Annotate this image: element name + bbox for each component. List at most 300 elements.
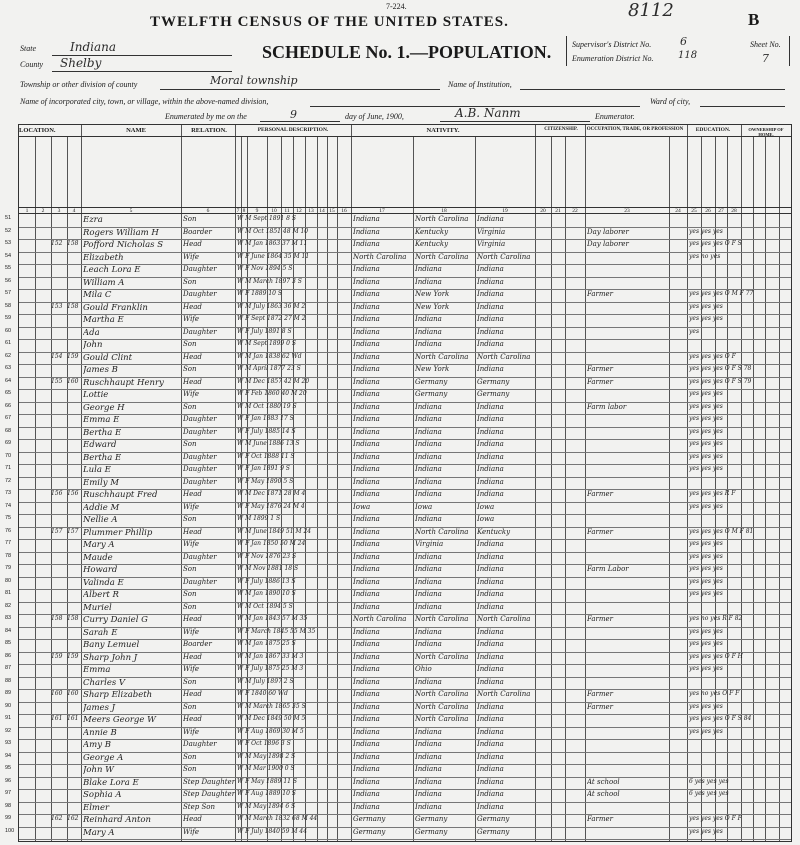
mother-birthplace: Indiana: [477, 340, 504, 348]
table-row: [5, 214, 791, 227]
birthplace: Indiana: [353, 627, 380, 636]
education-ownership: yes yes yes: [689, 315, 723, 322]
personal-description: W F Jan 1850 50 M 24: [237, 540, 306, 547]
relation: Son: [183, 677, 197, 686]
table-row: [5, 352, 791, 365]
person-name: Maude: [83, 552, 113, 563]
father-birthplace: Germany: [415, 377, 448, 386]
row-number: 95: [5, 765, 12, 771]
column-number: 16: [341, 208, 347, 214]
table-row: [5, 664, 791, 677]
row-number: 76: [5, 527, 12, 534]
family-number: 158: [67, 615, 79, 622]
birthplace: Indiana: [353, 440, 380, 448]
relation: Son: [183, 402, 197, 411]
personal-description: W F Jan 1883 17 S: [237, 415, 294, 422]
mother-birthplace: Indiana: [477, 677, 504, 686]
education-ownership: yes yes yes R F: [689, 490, 736, 497]
table-row: [5, 377, 791, 390]
personal-description: W F Oct 1896 3 S: [237, 740, 291, 747]
column-number: 13: [308, 208, 314, 214]
table-row: [5, 814, 791, 827]
education-ownership: yes no yes: [689, 252, 721, 260]
dwelling-number: 157: [51, 527, 63, 535]
person-name: John W: [83, 765, 114, 775]
father-birthplace: North Carolina: [415, 702, 469, 711]
mother-birthplace: Indiana: [477, 327, 504, 336]
row-number: 53: [5, 240, 12, 246]
mother-birthplace: Indiana: [477, 415, 504, 423]
dwelling-number: 156: [51, 490, 63, 497]
table-row: [5, 652, 791, 665]
family-number: 159: [67, 352, 79, 360]
occupation: Farm labor: [587, 402, 627, 411]
birthplace: North Carolina: [353, 252, 407, 261]
county-label: County: [20, 60, 44, 69]
education-ownership: yes yes yes: [689, 440, 723, 447]
personal-description: W M Dec 1871 28 M 4: [237, 490, 306, 497]
relation: Step Daughter: [183, 777, 235, 786]
relation: Step Son: [183, 802, 215, 811]
education-ownership: yes yes yes: [689, 627, 723, 635]
row-number: 64: [5, 377, 12, 384]
enumerated-label: Enumerated by me on the: [165, 112, 247, 121]
father-birthplace: New York: [415, 290, 450, 298]
person-name: Valinda E: [83, 577, 124, 588]
table-row: [5, 439, 791, 452]
person-name: James J: [83, 702, 116, 713]
table-row: [5, 527, 791, 540]
personal-description: W M Jan 1863 37 M 11: [237, 240, 308, 247]
personal-description: W F Jan 1891 9 S: [237, 465, 290, 472]
person-name: Annie B: [83, 727, 117, 738]
education-heading: EDUCATION.: [695, 127, 731, 133]
relation: Daughter: [183, 477, 217, 486]
table-row: [5, 827, 791, 840]
relation: Son: [183, 765, 197, 773]
column-number: 18: [441, 208, 447, 214]
mother-birthplace: Indiana: [477, 727, 504, 736]
personal-description: W M June 1849 51 M 24: [237, 527, 312, 535]
person-name: Edward: [83, 440, 117, 450]
mother-birthplace: Iowa: [477, 502, 495, 511]
personal-description: W M Dec 1849 50 M 5: [237, 715, 306, 722]
occupation: Farmer: [587, 702, 614, 711]
education-ownership: yes yes yes: [689, 640, 723, 647]
column-number: 28: [731, 208, 737, 214]
relation: Wife: [183, 827, 200, 836]
mother-birthplace: Indiana: [477, 277, 504, 286]
person-name: Ruschhaupt Henry: [83, 377, 164, 388]
table-row: [5, 552, 791, 565]
father-birthplace: Germany: [415, 390, 448, 398]
table-row: [5, 789, 791, 802]
column-number: 11: [284, 208, 290, 214]
birthplace: Indiana: [353, 215, 380, 223]
mother-birthplace: Indiana: [477, 452, 504, 461]
column-number: 27: [718, 208, 724, 214]
person-name: Meers George W: [83, 715, 156, 725]
father-birthplace: Indiana: [415, 727, 442, 736]
mother-birthplace: Indiana: [477, 777, 504, 786]
mother-birthplace: Indiana: [477, 740, 504, 748]
person-name: Howard: [83, 565, 118, 575]
person-name: Bertha E: [83, 452, 122, 463]
mother-birthplace: Germany: [477, 377, 510, 386]
table-row: [5, 277, 791, 290]
relation: Wife: [183, 502, 200, 511]
column-number: 21: [555, 208, 561, 214]
occupation: Farmer: [587, 815, 614, 823]
relation: Son: [183, 365, 197, 373]
father-birthplace: Indiana: [415, 765, 442, 773]
relation: Daughter: [183, 415, 217, 423]
mother-birthplace: Indiana: [477, 652, 504, 661]
birthplace: Indiana: [353, 552, 380, 561]
birthplace: Indiana: [353, 377, 380, 386]
citizenship-heading: CITIZENSHIP.: [544, 127, 578, 132]
person-name: Amy B: [83, 740, 111, 750]
education-ownership: yes yes yes: [689, 702, 723, 710]
row-number: 63: [5, 365, 12, 371]
person-name: Pofford Nicholas S: [83, 240, 164, 250]
row-number: 62: [5, 352, 12, 359]
personal-description: W F March 1845 55 M 35: [237, 627, 316, 635]
enumerator-label: Enumerator.: [595, 112, 635, 121]
table-row: [5, 639, 791, 652]
father-birthplace: Indiana: [415, 777, 442, 786]
column-number: 3: [57, 208, 61, 214]
row-number: 94: [5, 752, 12, 759]
birthplace: North Carolina: [353, 615, 407, 623]
father-birthplace: Virginia: [415, 540, 444, 548]
family-number: 158: [67, 302, 79, 310]
education-ownership: 6 yes yes yes: [689, 777, 729, 785]
occupation: At school: [587, 790, 620, 798]
education-ownership: yes yes yes: [689, 402, 723, 410]
personal-description: W M Nov 1881 18 S: [237, 565, 299, 572]
row-number: 77: [5, 540, 12, 546]
person-name: Ezra: [83, 215, 103, 225]
relation: Daughter: [183, 452, 217, 461]
row-number: 85: [5, 640, 12, 646]
row-number: 66: [5, 402, 12, 409]
person-name: Bertha E: [83, 427, 122, 438]
occupation: Farmer: [587, 377, 614, 386]
location-heading: LOCATION.: [19, 127, 56, 134]
father-birthplace: Indiana: [415, 627, 442, 636]
birthplace: Indiana: [353, 740, 380, 748]
person-name: Ada: [83, 327, 100, 338]
enumerated-date-label: day of June, 1900,: [345, 112, 404, 121]
father-birthplace: Indiana: [415, 602, 442, 611]
incorporated-label: Name of incorporated city, town, or village, within the above-named division,: [20, 97, 269, 106]
column-number: 19: [502, 208, 508, 214]
father-birthplace: Indiana: [415, 427, 442, 436]
relation: Son: [183, 440, 197, 448]
person-name: Emily M: [83, 477, 119, 488]
mother-birthplace: Indiana: [477, 315, 504, 323]
mother-birthplace: Indiana: [477, 215, 504, 223]
relation: Son: [183, 215, 197, 223]
education-ownership: yes yes yes O F S: [689, 240, 742, 247]
birthplace: Indiana: [353, 515, 380, 523]
relation: Daughter: [183, 327, 217, 336]
father-birthplace: Kentucky: [415, 227, 449, 236]
table-row: [5, 802, 791, 815]
personal-description: W M Jan 1890 10 S: [237, 590, 296, 597]
personal-description: W F July 1886 13 S: [237, 577, 296, 585]
table-row: [5, 539, 791, 552]
father-birthplace: Germany: [415, 815, 448, 823]
birthplace: Indiana: [353, 590, 380, 598]
father-birthplace: Indiana: [415, 565, 442, 573]
birthplace: Indiana: [353, 777, 380, 786]
relation: Wife: [183, 315, 200, 323]
row-number: 99: [5, 815, 12, 821]
relation: Step Daughter: [183, 790, 235, 798]
occupation: At school: [587, 777, 620, 786]
birthplace: Germany: [353, 827, 386, 836]
education-ownership: yes yes yes: [689, 727, 723, 735]
mother-birthplace: Indiana: [477, 302, 504, 311]
table-row: [5, 764, 791, 777]
person-name: Addie M: [83, 502, 120, 513]
mother-birthplace: North Carolina: [477, 615, 531, 623]
relation: Wife: [183, 252, 200, 261]
row-number: 61: [5, 340, 12, 346]
education-ownership: yes yes yes: [689, 415, 723, 422]
relation: Wife: [183, 665, 200, 673]
column-number: 9: [255, 208, 259, 214]
dwelling-number: 152: [51, 240, 63, 247]
father-birthplace: North Carolina: [415, 527, 469, 536]
table-row: [5, 477, 791, 490]
birthplace: Indiana: [353, 677, 380, 686]
personal-description: W M Mar 1900 0 S: [237, 765, 295, 772]
dwelling-number: 162: [51, 815, 63, 822]
sheet-letter: B: [748, 10, 760, 29]
column-number: 4: [72, 208, 76, 214]
occupation-heading: OCCUPATION, TRADE, OR PROFESSION: [586, 127, 684, 132]
education-ownership: yes yes yes: [689, 540, 723, 547]
table-row: [5, 702, 791, 715]
mother-birthplace: Indiana: [477, 402, 504, 411]
personal-description-heading: PERSONAL DESCRIPTION.: [257, 127, 329, 133]
column-number: 22: [572, 208, 578, 214]
mother-birthplace: Indiana: [477, 540, 504, 548]
row-number: 87: [5, 665, 12, 671]
father-birthplace: New York: [415, 302, 450, 311]
personal-description: W F 1840 60 Wd: [237, 690, 288, 697]
row-number: 65: [5, 390, 12, 396]
row-number: 55: [5, 265, 12, 271]
personal-description: W M Dec 1857 42 M 20: [237, 377, 310, 385]
education-ownership: yes yes yes: [689, 452, 723, 460]
relation: Son: [183, 702, 197, 711]
birthplace: Indiana: [353, 327, 380, 336]
personal-description: W M Jan 1843 57 M 35: [237, 615, 308, 622]
birthplace: Indiana: [353, 602, 380, 611]
father-birthplace: Indiana: [415, 402, 442, 411]
enumerator-name: A.B. Nanm: [455, 106, 521, 120]
personal-description: W M March 1897 3 S: [237, 277, 302, 285]
dwelling-number: 153: [51, 302, 63, 310]
education-ownership: yes yes yes: [689, 427, 723, 435]
education-ownership: yes yes yes O M F 81: [689, 527, 754, 535]
personal-description: W F Aug 1869 30 M 5: [237, 727, 304, 735]
education-ownership: yes yes yes O F: [689, 352, 736, 360]
mother-birthplace: North Carolina: [477, 352, 531, 361]
table-row: [5, 489, 791, 502]
column-number: 25: [691, 208, 697, 214]
birthplace: Indiana: [353, 365, 380, 373]
mother-birthplace: Germany: [477, 390, 510, 398]
personal-description: W F Nov 1894 5 S: [237, 265, 293, 272]
enumerated-day: 9: [290, 108, 297, 121]
row-number: 74: [5, 502, 12, 509]
handwritten-sheet-number: 8112: [628, 0, 674, 21]
occupation: Farmer: [587, 527, 614, 536]
row-number: 98: [5, 802, 12, 809]
person-name: Plummer Phillip: [83, 527, 153, 538]
personal-description: W F 1889 10 S: [237, 290, 282, 297]
birthplace: Indiana: [353, 652, 380, 661]
father-birthplace: North Carolina: [415, 215, 469, 223]
birthplace: Indiana: [353, 477, 380, 486]
table-row: [5, 727, 791, 740]
father-birthplace: Indiana: [415, 315, 442, 323]
row-number: 93: [5, 740, 12, 746]
person-name: Mary A: [83, 827, 115, 838]
occupation: Farmer: [587, 690, 614, 698]
father-birthplace: Indiana: [415, 552, 442, 561]
relation: Son: [183, 565, 197, 573]
father-birthplace: Indiana: [415, 452, 442, 461]
row-number: 58: [5, 302, 12, 309]
personal-description: W M March 1832 68 M 44: [237, 815, 318, 822]
personal-description: W M Oct 1880 19 S: [237, 402, 297, 410]
dwelling-number: 161: [51, 715, 63, 722]
relation: Daughter: [183, 740, 217, 748]
row-number: 90: [5, 702, 12, 709]
father-birthplace: North Carolina: [415, 352, 469, 361]
person-name: Mila C: [83, 290, 112, 300]
relation: Son: [183, 277, 197, 286]
birthplace: Indiana: [353, 290, 380, 298]
table-row: [5, 339, 791, 352]
person-name: Elizabeth: [83, 252, 124, 263]
father-birthplace: Indiana: [415, 802, 442, 811]
occupation: Farmer: [587, 615, 614, 623]
personal-description: W M Sept 1891 8 S: [237, 215, 296, 222]
birthplace: Indiana: [353, 415, 380, 423]
personal-description: W F May 1890 5 S: [237, 477, 294, 485]
table-row: [5, 389, 791, 402]
table-row: [5, 714, 791, 727]
dwelling-number: 159: [51, 652, 63, 660]
row-number: 52: [5, 227, 12, 234]
birthplace: Indiana: [353, 240, 380, 248]
relation: Wife: [183, 727, 200, 736]
father-birthplace: Indiana: [415, 465, 442, 473]
father-birthplace: Indiana: [415, 590, 442, 598]
education-ownership: yes yes yes: [689, 465, 723, 472]
personal-description: W M July 1897 2 S: [237, 677, 294, 685]
relation: Son: [183, 340, 197, 348]
personal-description: W F Feb 1860 40 M 20: [237, 390, 307, 397]
birthplace: Indiana: [353, 490, 380, 498]
education-ownership: yes yes yes O F F: [689, 815, 742, 822]
dwelling-number: 160: [51, 690, 63, 697]
mother-birthplace: Indiana: [477, 290, 504, 298]
mother-birthplace: Indiana: [477, 427, 504, 436]
birthplace: Indiana: [353, 465, 380, 473]
township-value: Moral township: [210, 74, 298, 87]
name-heading: NAME: [126, 127, 146, 134]
table-row: [5, 589, 791, 602]
relation: Daughter: [183, 290, 217, 298]
row-number: 75: [5, 515, 12, 521]
person-name: Blake Lora E: [83, 777, 139, 788]
birthplace: Indiana: [353, 227, 380, 236]
person-name: Reinhard Anton: [83, 815, 151, 825]
father-birthplace: Indiana: [415, 740, 442, 748]
mother-birthplace: Indiana: [477, 715, 504, 723]
mother-birthplace: Virginia: [477, 227, 506, 236]
relation: Son: [183, 515, 197, 523]
person-name: Sophia A: [83, 790, 122, 800]
birthplace: Indiana: [353, 402, 380, 411]
table-row: [5, 514, 791, 527]
relation: Head: [183, 302, 202, 311]
table-row: [5, 239, 791, 252]
birthplace: Indiana: [353, 302, 380, 311]
father-birthplace: North Carolina: [415, 690, 469, 698]
row-number: 51: [5, 215, 12, 221]
row-number: 70: [5, 452, 12, 459]
birthplace: Indiana: [353, 527, 380, 536]
enumeration-value: 118: [678, 50, 698, 61]
personal-description: W F Sept 1872 27 M 2: [237, 315, 306, 322]
education-ownership: yes yes yes O F S 84: [689, 715, 752, 722]
table-row: [5, 252, 791, 265]
mother-birthplace: Indiana: [477, 752, 504, 761]
birthplace: Indiana: [353, 277, 380, 286]
education-ownership: yes yes yes: [689, 827, 723, 835]
personal-description: W F July 1840 59 M 44: [237, 827, 308, 835]
mother-birthplace: Indiana: [477, 602, 504, 611]
birthplace: Indiana: [353, 265, 380, 273]
occupation: Farm Labor: [587, 565, 629, 573]
father-birthplace: Indiana: [415, 415, 442, 423]
relation: Daughter: [183, 552, 217, 561]
education-ownership: yes yes yes: [689, 665, 723, 672]
person-name: Elmer: [83, 802, 110, 813]
occupation: Day laborer: [587, 240, 629, 248]
relation: Head: [183, 815, 202, 823]
personal-description: W F July 1891 8 S: [237, 327, 292, 335]
birthplace: Indiana: [353, 427, 380, 436]
mother-birthplace: Kentucky: [477, 527, 511, 536]
relation: Head: [183, 527, 202, 536]
dwelling-number: 155: [51, 377, 63, 385]
sheet-no-value: 7: [762, 52, 769, 65]
personal-description: W M May 1894 6 S: [237, 802, 296, 810]
mother-birthplace: Indiana: [477, 365, 504, 373]
relation: Daughter: [183, 427, 217, 436]
birthplace: Indiana: [353, 390, 380, 398]
